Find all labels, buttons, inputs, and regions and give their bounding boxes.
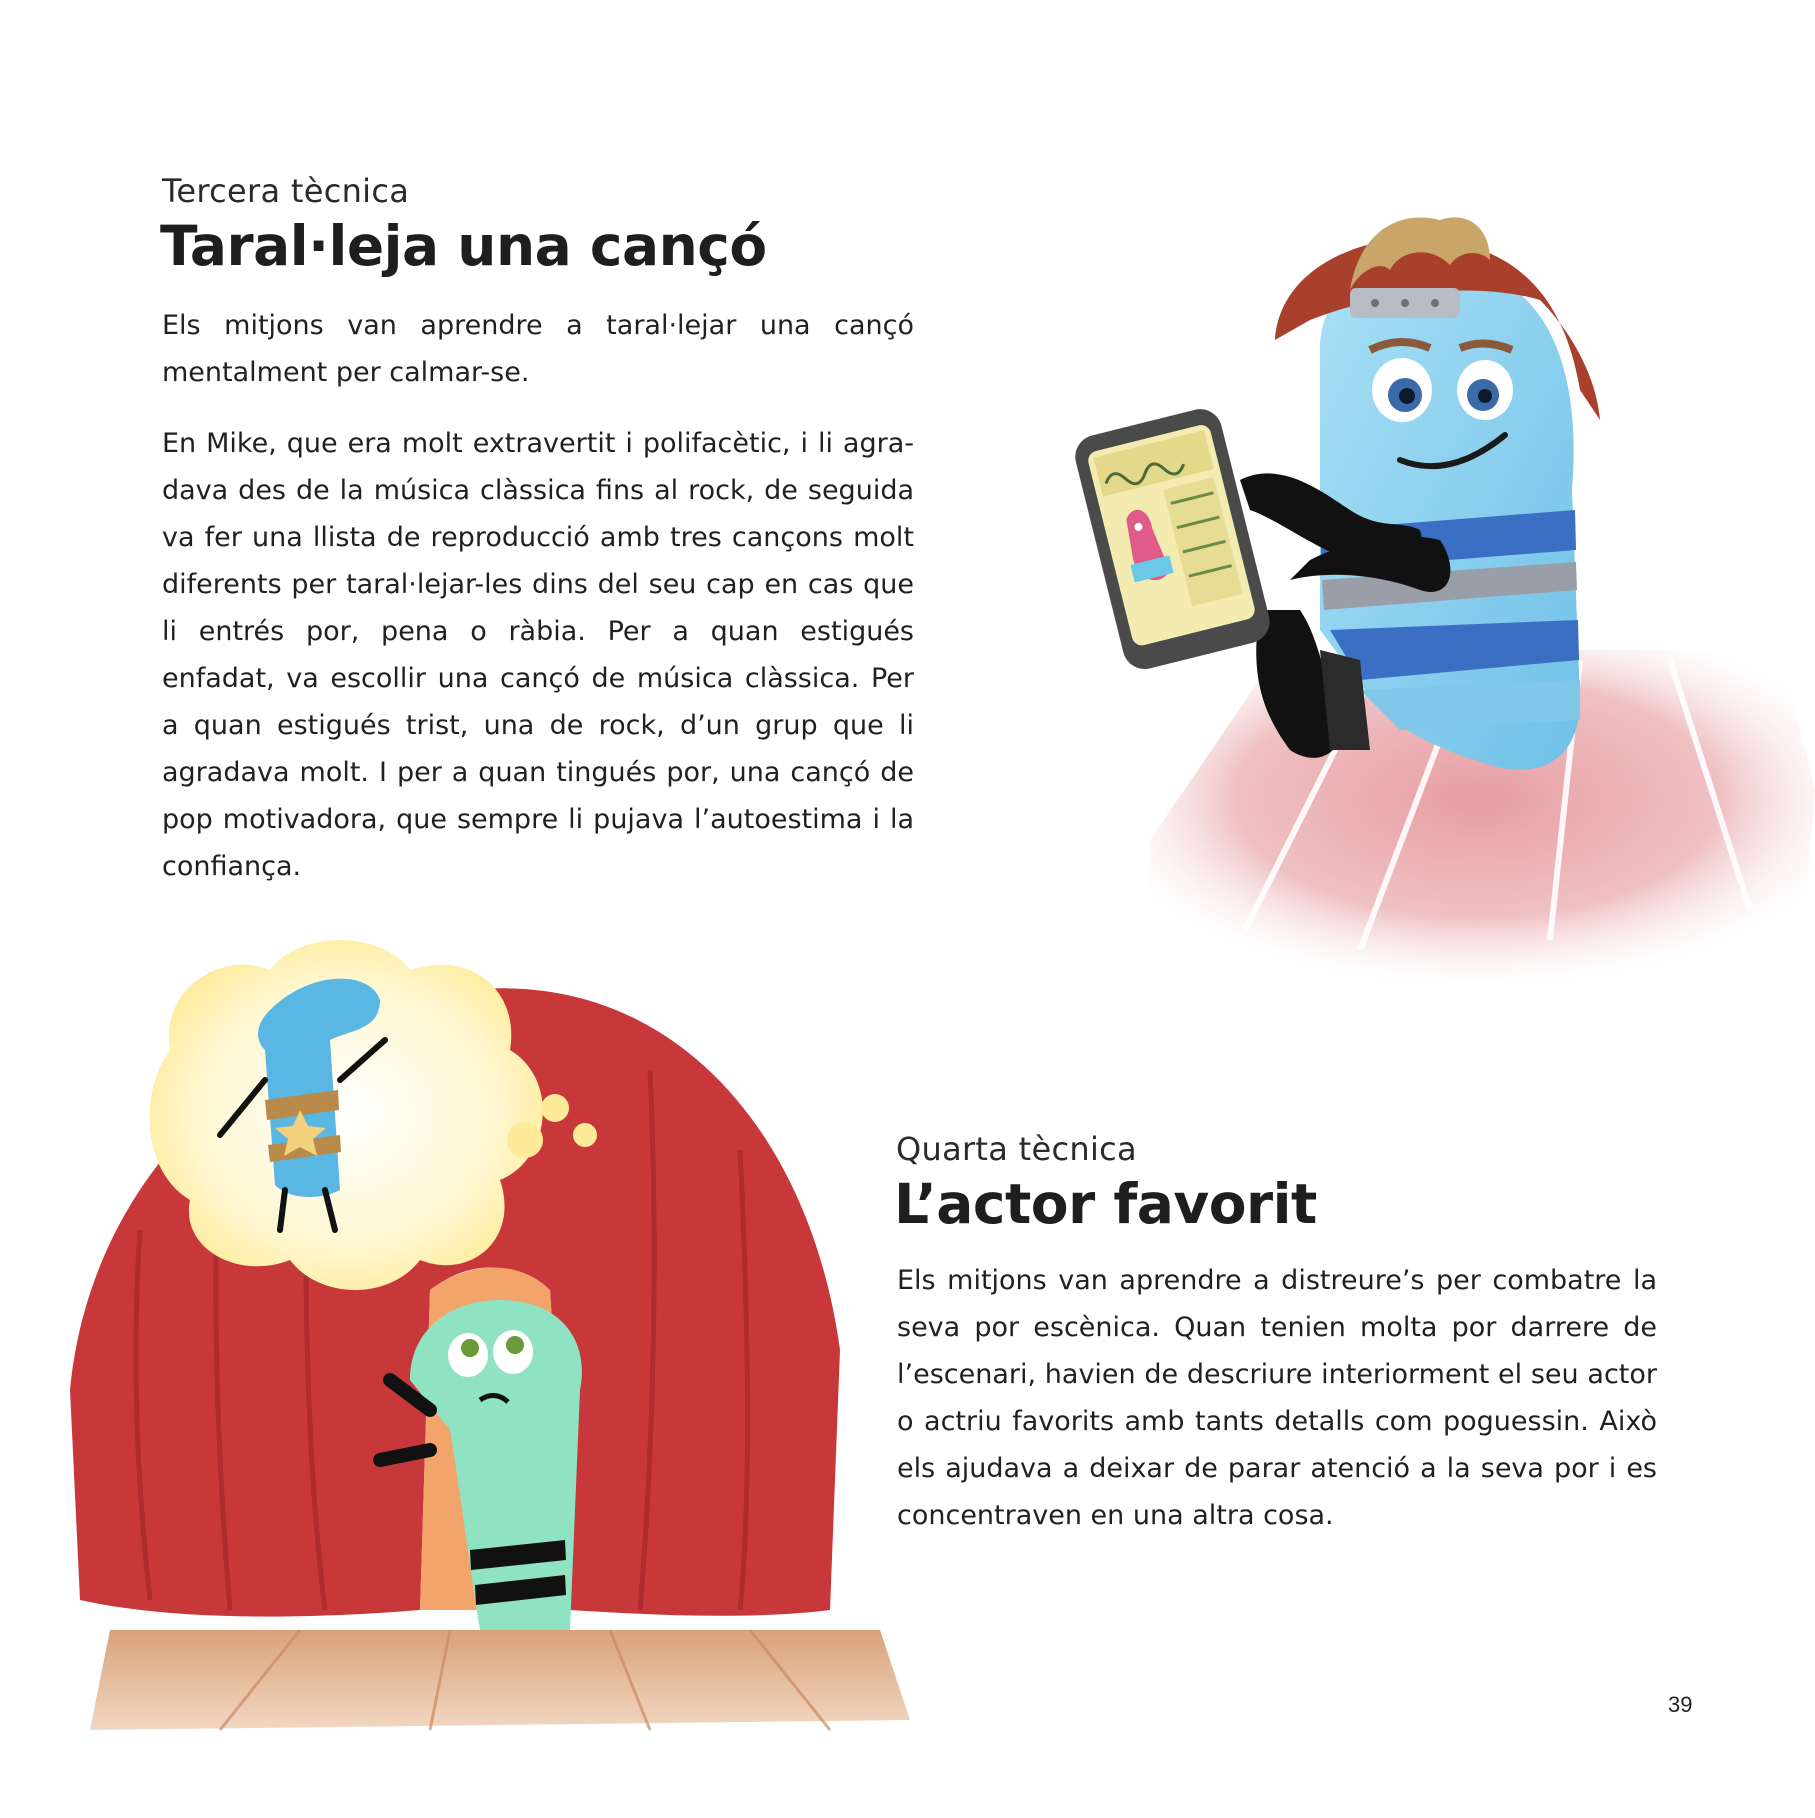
section2-paragraph-1: Els mitjons van aprendre a distreure’s per combatre la seva por escènica. Quan tenien molta por darrere de l’escenari, havien de descriure interiorment el seu actor o actriu favorits amb tants detalls com poguessin. Això els ajudava a deixar de parar atenció a la seva por i es concentraven en una altra cosa. bbox=[897, 1265, 1657, 1531]
page-number: 39 bbox=[1668, 1692, 1693, 1717]
section2-body bbox=[897, 1257, 1657, 1563]
section1-body bbox=[162, 302, 914, 914]
section2-eyebrow: Quarta tècnica bbox=[896, 1130, 1137, 1168]
section1-eyebrow: Tercera tècnica bbox=[162, 172, 410, 210]
stage-floor bbox=[90, 1630, 910, 1730]
section1-paragraph-2: En Mike, que era molt extravertit i polifacètic, i li agradava des de la música clàssica fins al rock, de seguida va fer una llista de reproducció amb tres cançons molt diferents per taral·lejar-les dins del seu cap en cas que li entrés por, pena o ràbia. Per a quan estigués enfadat, va escollir una cançó de música clàssica. Per a quan estigués trist, una de rock, d’un grup que li agradava molt. I per a quan tingués por, una cançó de pop motivadora, que sempre li pujava l’autoestima i la confiança. bbox=[162, 428, 914, 882]
section1-paragraph-1: Els mitjons van aprendre a taral·lejar una cançó mentalment per calmar-se. bbox=[162, 310, 914, 388]
sock-tablet-illustration bbox=[1020, 190, 1815, 1000]
section2-title: L’actor favorit bbox=[894, 1172, 1317, 1236]
curtain-illustration bbox=[50, 930, 950, 1770]
tablet bbox=[1071, 405, 1275, 674]
thought-bubble bbox=[507, 1122, 543, 1158]
thought-bubble bbox=[573, 1123, 597, 1147]
thought-bubble bbox=[541, 1094, 569, 1122]
section1-title: Taral·leja una cançó bbox=[160, 214, 767, 278]
